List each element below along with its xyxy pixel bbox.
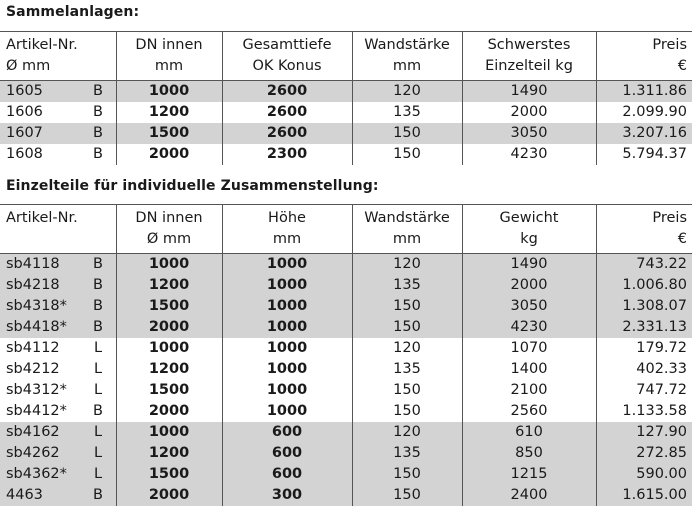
column-divider [222,144,223,165]
column-divider [462,338,463,359]
column-divider [222,464,223,485]
cell-gewicht: 1490 [510,83,548,99]
cell-nr: sb4312* [6,382,67,398]
cell-nr: sb4112 [6,340,60,356]
header-preis: Preis € [652,37,687,74]
table-row [0,401,692,422]
cell-dn: 2000 [148,403,190,419]
cell-dn: 2000 [148,146,190,162]
column-divider [222,81,223,102]
column-divider [462,32,463,80]
column-divider [462,443,463,464]
cell-preis: 1.006.80 [622,277,687,293]
cell-col3: 300 [271,487,303,503]
column-divider [352,296,353,317]
column-divider [462,296,463,317]
cell-preis: 1.311.86 [622,83,687,99]
column-divider [222,205,223,253]
column-divider [352,464,353,485]
cell-typ: B [93,298,103,314]
cell-col3: 1000 [266,277,308,293]
column-divider [352,422,353,443]
column-divider [352,102,353,123]
column-divider [222,275,223,296]
cell-dn: 1200 [148,104,190,120]
cell-nr: sb4362* [6,466,67,482]
cell-col3: 1000 [266,298,308,314]
column-divider [222,422,223,443]
table-row [0,317,692,338]
cell-nr: 1607 [6,125,43,141]
cell-nr: sb4412* [6,403,67,419]
column-divider [596,338,597,359]
cell-preis: 127.90 [636,424,687,440]
cell-preis: 272.85 [636,445,687,461]
column-divider [116,205,117,253]
cell-nr: sb4262 [6,445,60,461]
cell-preis: 3.207.16 [622,125,687,141]
cell-gewicht: 3050 [510,125,548,141]
header-wandstaerke: Wandstärke mm [364,37,450,74]
column-divider [116,32,117,80]
cell-wand: 150 [393,466,421,482]
cell-typ: B [93,277,103,293]
table-row [0,485,692,506]
cell-col3: 600 [271,466,303,482]
cell-gewicht: 3050 [510,298,548,314]
cell-gewicht: 850 [515,445,543,461]
cell-gewicht: 2100 [510,382,548,398]
column-divider [352,401,353,422]
table-row [0,296,692,317]
column-divider [116,81,117,102]
cell-typ: B [93,256,103,272]
cell-nr: 4463 [6,487,43,503]
column-divider [116,359,117,380]
column-divider [352,81,353,102]
cell-nr: sb4318* [6,298,67,314]
column-divider [352,275,353,296]
table-row [0,144,692,165]
cell-col3: 1000 [266,382,308,398]
header-gewicht: Schwerstes Einzelteil kg [485,37,573,74]
header-hoehe: Höhe mm [268,210,306,247]
column-divider [352,359,353,380]
table-row [0,464,692,485]
column-divider [222,338,223,359]
cell-preis: 2.099.90 [622,104,687,120]
cell-col3: 1000 [266,340,308,356]
cell-col3: 1000 [266,319,308,335]
cell-dn: 1000 [148,424,190,440]
table-row [0,254,692,275]
table-row [0,275,692,296]
cell-wand: 150 [393,319,421,335]
column-divider [352,380,353,401]
column-divider [462,275,463,296]
cell-nr: sb4218 [6,277,60,293]
cell-col3: 1000 [266,256,308,272]
table-header [0,204,692,254]
header-dn: DN innen mm [135,37,203,74]
cell-typ: B [93,319,103,335]
column-divider [596,359,597,380]
cell-nr: sb4162 [6,424,60,440]
column-divider [462,81,463,102]
column-divider [116,380,117,401]
header-artikel: Artikel-Nr. Ø mm [6,37,78,74]
cell-preis: 1.615.00 [622,487,687,503]
column-divider [352,123,353,144]
cell-gewicht: 610 [515,424,543,440]
column-divider [596,254,597,275]
column-divider [462,401,463,422]
cell-wand: 120 [393,83,421,99]
section-title-einzelteile: Einzelteile für individuelle Zusammenstellung: [6,178,379,194]
cell-gewicht: 1490 [510,256,548,272]
section-title-sammelanlagen: Sammelanlagen: [6,4,140,20]
cell-typ: L [93,424,103,440]
column-divider [352,338,353,359]
column-divider [352,443,353,464]
column-divider [116,401,117,422]
cell-col3: 2600 [266,104,308,120]
cell-dn: 1200 [148,361,190,377]
column-divider [116,338,117,359]
table-row [0,359,692,380]
cell-col3: 600 [271,424,303,440]
table-einzelteile [0,204,692,506]
cell-dn: 2000 [148,487,190,503]
column-divider [222,443,223,464]
column-divider [596,275,597,296]
table-body [0,254,692,506]
cell-nr: sb4118 [6,256,60,272]
cell-typ: B [93,487,103,503]
column-divider [596,485,597,506]
column-divider [352,205,353,253]
table-row [0,102,692,123]
column-divider [222,254,223,275]
column-divider [116,296,117,317]
cell-wand: 150 [393,382,421,398]
cell-gewicht: 2000 [510,277,548,293]
cell-preis: 2.331.13 [622,319,687,335]
column-divider [222,485,223,506]
cell-dn: 1500 [148,466,190,482]
column-divider [596,123,597,144]
column-divider [596,144,597,165]
cell-typ: B [93,83,103,99]
column-divider [596,401,597,422]
table-row [0,81,692,102]
column-divider [462,144,463,165]
cell-wand: 120 [393,256,421,272]
column-divider [462,254,463,275]
cell-gewicht: 4230 [510,146,548,162]
cell-wand: 150 [393,146,421,162]
cell-dn: 1000 [148,83,190,99]
column-divider [222,359,223,380]
cell-dn: 2000 [148,319,190,335]
cell-preis: 5.794.37 [622,146,687,162]
cell-gewicht: 1215 [510,466,548,482]
column-divider [352,317,353,338]
header-preis: Preis € [652,210,687,247]
cell-col3: 2600 [266,125,308,141]
cell-gewicht: 1070 [510,340,548,356]
cell-typ: L [93,466,103,482]
cell-typ: B [93,104,103,120]
column-divider [222,32,223,80]
header-artikel: Artikel-Nr. [6,210,78,226]
cell-preis: 1.308.07 [622,298,687,314]
cell-col3: 2600 [266,83,308,99]
table-header [0,31,692,81]
cell-wand: 150 [393,487,421,503]
column-divider [116,123,117,144]
cell-gewicht: 1400 [510,361,548,377]
column-divider [596,81,597,102]
header-wandstaerke: Wandstärke mm [364,210,450,247]
cell-typ: L [93,340,103,356]
column-divider [116,254,117,275]
column-divider [222,380,223,401]
column-divider [116,464,117,485]
column-divider [462,123,463,144]
cell-typ: B [93,146,103,162]
header-dn: DN innen Ø mm [135,210,203,247]
cell-gewicht: 2000 [510,104,548,120]
column-divider [222,102,223,123]
column-divider [596,422,597,443]
header-gewicht: Gewicht kg [499,210,559,247]
column-divider [222,317,223,338]
header-gesamttiefe: Gesamttiefe OK Konus [242,37,332,74]
cell-nr: sb4418* [6,319,67,335]
cell-nr: 1605 [6,83,43,99]
table-row [0,380,692,401]
cell-preis: 743.22 [636,256,687,272]
column-divider [352,144,353,165]
column-divider [596,464,597,485]
cell-wand: 120 [393,340,421,356]
column-divider [352,254,353,275]
cell-dn: 1500 [148,298,190,314]
column-divider [596,443,597,464]
cell-nr: 1608 [6,146,43,162]
table-row [0,338,692,359]
column-divider [596,296,597,317]
cell-nr: 1606 [6,104,43,120]
cell-dn: 1000 [148,256,190,272]
cell-wand: 150 [393,298,421,314]
column-divider [116,443,117,464]
cell-dn: 1000 [148,340,190,356]
cell-wand: 120 [393,424,421,440]
column-divider [116,275,117,296]
cell-typ: B [93,125,103,141]
column-divider [222,401,223,422]
cell-wand: 135 [393,445,421,461]
table-body [0,81,692,165]
cell-preis: 590.00 [636,466,687,482]
column-divider [596,380,597,401]
table-row [0,123,692,144]
column-divider [222,123,223,144]
column-divider [352,32,353,80]
table-row [0,422,692,443]
column-divider [462,464,463,485]
column-divider [462,422,463,443]
column-divider [116,102,117,123]
cell-gewicht: 2400 [510,487,548,503]
column-divider [462,380,463,401]
cell-preis: 179.72 [636,340,687,356]
cell-dn: 1200 [148,277,190,293]
cell-col3: 600 [271,445,303,461]
cell-dn: 1500 [148,382,190,398]
cell-col3: 1000 [266,403,308,419]
cell-nr: sb4212 [6,361,60,377]
column-divider [462,485,463,506]
column-divider [462,205,463,253]
column-divider [116,317,117,338]
column-divider [116,485,117,506]
column-divider [352,485,353,506]
cell-preis: 1.133.58 [622,403,687,419]
cell-gewicht: 4230 [510,319,548,335]
column-divider [116,422,117,443]
column-divider [596,205,597,253]
column-divider [462,102,463,123]
cell-typ: L [93,361,103,377]
table-row [0,443,692,464]
cell-typ: L [93,382,103,398]
column-divider [462,359,463,380]
cell-dn: 1200 [148,445,190,461]
cell-wand: 135 [393,361,421,377]
cell-typ: L [93,445,103,461]
cell-preis: 747.72 [636,382,687,398]
cell-col3: 1000 [266,361,308,377]
cell-wand: 135 [393,104,421,120]
column-divider [462,317,463,338]
cell-wand: 135 [393,277,421,293]
cell-typ: B [93,403,103,419]
cell-wand: 150 [393,403,421,419]
column-divider [222,296,223,317]
cell-wand: 150 [393,125,421,141]
column-divider [596,102,597,123]
column-divider [596,32,597,80]
table-sammelanlagen [0,31,692,165]
cell-preis: 402.33 [636,361,687,377]
cell-gewicht: 2560 [510,403,548,419]
column-divider [116,144,117,165]
cell-col3: 2300 [266,146,308,162]
column-divider [596,317,597,338]
cell-dn: 1500 [148,125,190,141]
